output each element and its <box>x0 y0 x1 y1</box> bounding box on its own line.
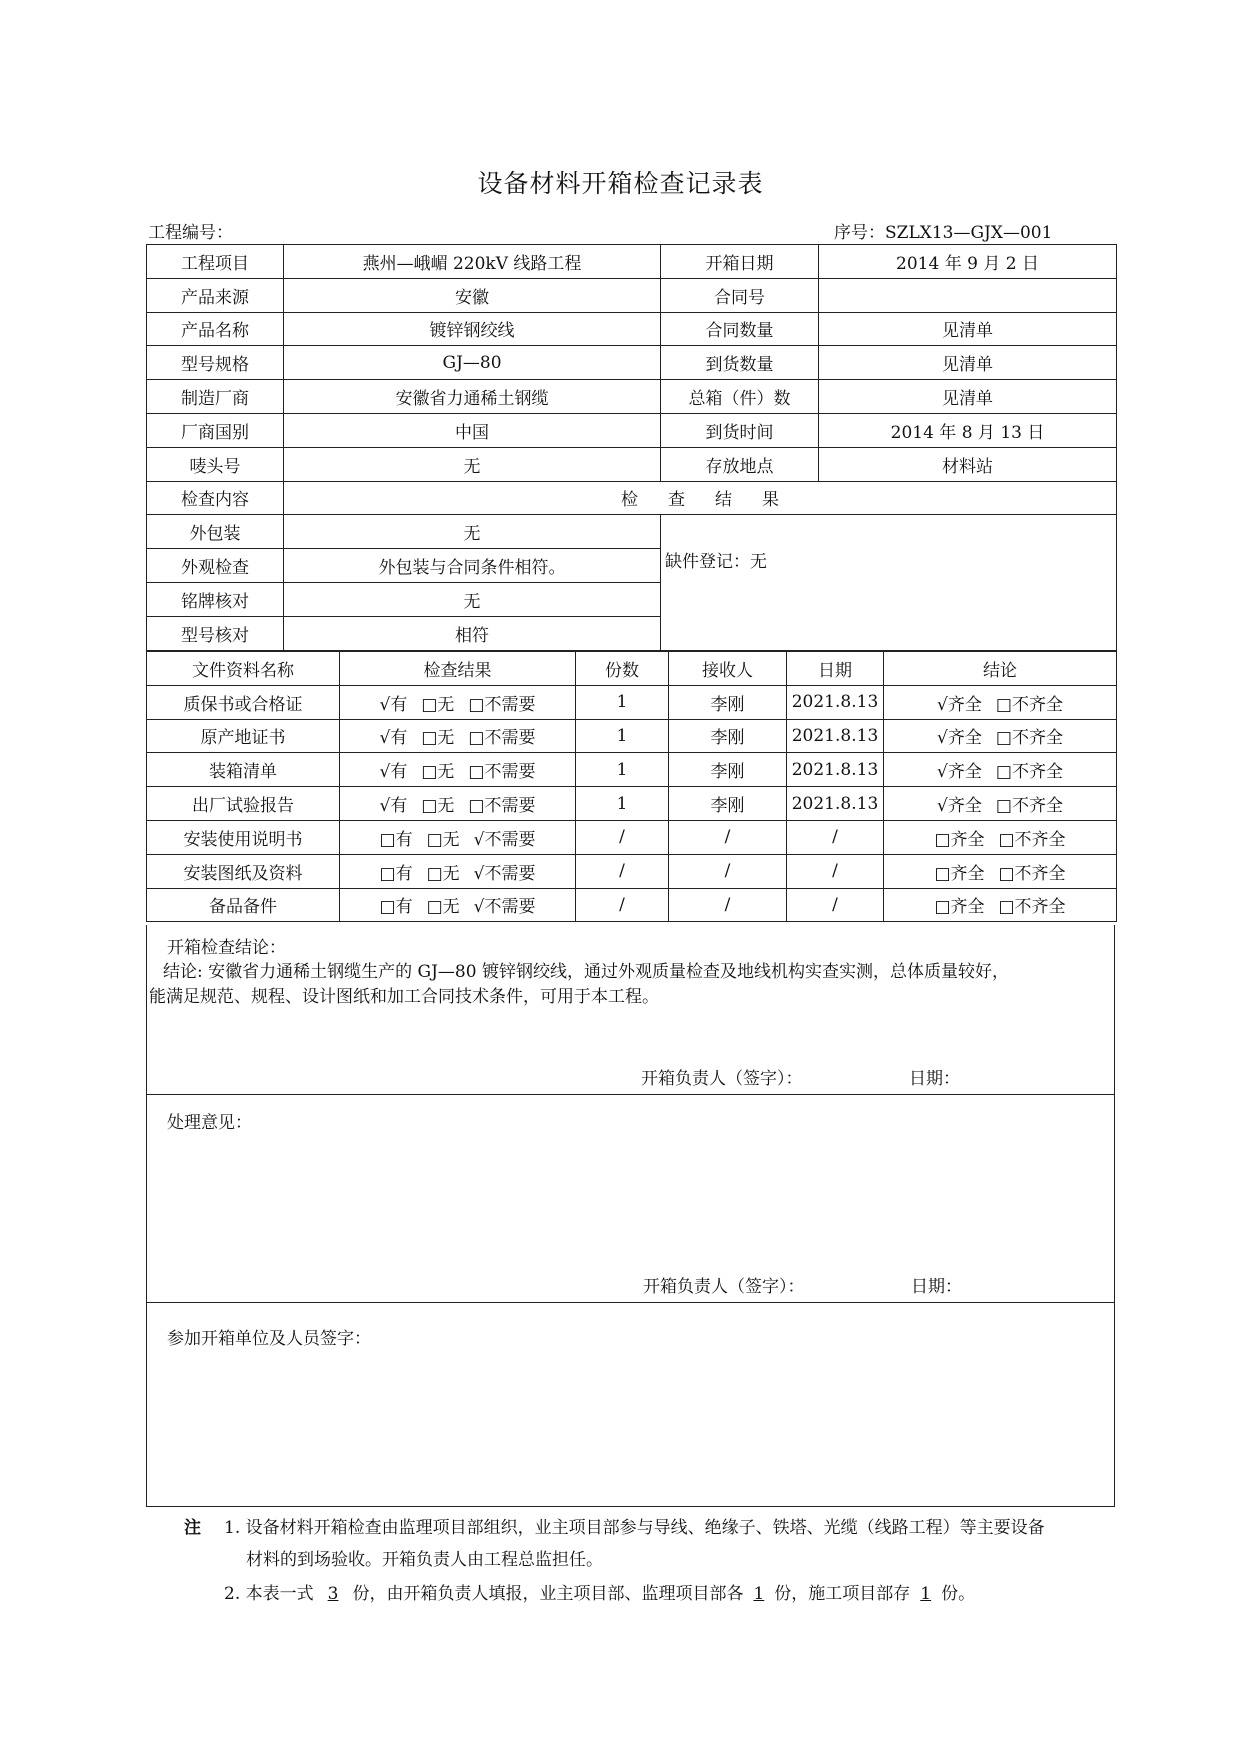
copies-count: / <box>576 854 669 888</box>
missing-items-text: 缺件登记：无 <box>665 552 767 573</box>
missing-items-cell <box>661 515 1117 650</box>
project-number-label: 工程编号： <box>148 223 233 243</box>
option-incomplete: □不齐全 <box>995 796 1063 817</box>
option-complete: √齐全 <box>937 728 982 749</box>
document-row <box>147 854 1117 888</box>
option-incomplete: □不齐全 <box>998 829 1066 850</box>
opinion-date: 日期： <box>911 1277 962 1297</box>
document-row <box>147 719 1117 753</box>
col-header: 检查结果 <box>340 652 576 686</box>
info-row <box>147 447 1117 481</box>
receiver: / <box>669 854 787 888</box>
option-have: √有 <box>379 762 408 783</box>
notes-mark: 注 <box>184 1518 201 1538</box>
info-label: 产品名称 <box>147 312 284 346</box>
option-complete: □齐全 <box>934 863 985 884</box>
option-incomplete: □不齐全 <box>995 728 1063 749</box>
inspection-label: 外包装 <box>147 515 284 549</box>
document-name: 装箱清单 <box>147 753 340 787</box>
inspection-label: 铭牌核对 <box>147 582 284 616</box>
option-have: √有 <box>379 694 408 715</box>
receiver: / <box>669 820 787 854</box>
option-complete: √齐全 <box>937 694 982 715</box>
copies-count: 1 <box>576 787 669 821</box>
received-date: / <box>787 854 884 888</box>
option-complete: √齐全 <box>937 762 982 783</box>
documents-header-row <box>147 652 1117 686</box>
conclusion-options <box>884 820 1117 854</box>
inspection-content-label: 检查内容 <box>147 481 284 515</box>
option-not-needed: □不需要 <box>468 796 536 817</box>
info-label: 工程项目 <box>147 245 284 279</box>
received-date: 2021.8.13 <box>787 719 884 753</box>
info-label: 唛头号 <box>147 447 284 481</box>
option-incomplete: □不齐全 <box>995 762 1063 783</box>
conclusion-options <box>884 719 1117 753</box>
option-none: □无 <box>426 829 460 850</box>
info-value: 见清单 <box>819 312 1117 346</box>
info-label: 合同号 <box>661 278 819 312</box>
notes <box>180 1512 1130 1610</box>
info-row <box>147 380 1117 414</box>
info-label: 厂商国别 <box>147 413 284 447</box>
copies-count: / <box>576 888 669 922</box>
info-row <box>147 312 1117 346</box>
inspection-value: 外包装与合同条件相符。 <box>284 549 661 583</box>
inspection-row <box>147 515 1117 549</box>
received-date: 2021.8.13 <box>787 787 884 821</box>
option-have: □有 <box>379 863 413 884</box>
document-name: 备品备件 <box>147 888 340 922</box>
check-result <box>340 685 576 719</box>
col-header: 日期 <box>787 652 884 686</box>
option-not-needed: □不需要 <box>468 762 536 783</box>
info-value <box>819 278 1117 312</box>
check-result <box>340 820 576 854</box>
info-label: 存放地点 <box>661 447 819 481</box>
document-row <box>147 820 1117 854</box>
copies-count: / <box>576 820 669 854</box>
document-row <box>147 753 1117 787</box>
document-name: 出厂试验报告 <box>147 787 340 821</box>
info-value: 2014 年 9 月 2 日 <box>819 245 1117 279</box>
inspection-label: 型号核对 <box>147 616 284 650</box>
inspection-value: 无 <box>284 515 661 549</box>
option-not-needed: √不需要 <box>473 829 536 850</box>
col-header: 份数 <box>576 652 669 686</box>
info-value: 材料站 <box>819 447 1117 481</box>
conclusion-options <box>884 787 1117 821</box>
option-have: √有 <box>379 728 408 749</box>
info-row <box>147 245 1117 279</box>
info-row <box>147 278 1117 312</box>
document-name: 安装使用说明书 <box>147 820 340 854</box>
document-row <box>147 888 1117 922</box>
info-value: 安徽 <box>284 278 661 312</box>
check-result <box>340 753 576 787</box>
info-label: 到货时间 <box>661 413 819 447</box>
info-label: 开箱日期 <box>661 245 819 279</box>
option-none: □无 <box>426 897 460 918</box>
conclusion-options <box>884 888 1117 922</box>
option-none: □无 <box>421 728 455 749</box>
inspection-value: 无 <box>284 582 661 616</box>
col-header: 接收人 <box>669 652 787 686</box>
info-value: GJ—80 <box>284 346 661 380</box>
info-row <box>147 413 1117 447</box>
info-value: 中国 <box>284 413 661 447</box>
info-value: 见清单 <box>819 346 1117 380</box>
info-label: 制造厂商 <box>147 380 284 414</box>
check-result <box>340 854 576 888</box>
received-date: 2021.8.13 <box>787 753 884 787</box>
info-label: 产品来源 <box>147 278 284 312</box>
copies-count: 1 <box>576 719 669 753</box>
check-result <box>340 719 576 753</box>
receiver: 李刚 <box>669 787 787 821</box>
check-result <box>340 888 576 922</box>
note-2: 2. 本表一式 3 份，由开箱负责人填报，业主项目部、监理项目部各 1 份，施工项目部存 1 份。 <box>224 1584 976 1604</box>
option-not-needed: □不需要 <box>468 728 536 749</box>
info-value: 镀锌钢绞线 <box>284 312 661 346</box>
opinion-signer: 开箱负责人（签字）： <box>643 1277 805 1297</box>
info-label: 总箱（件）数 <box>661 380 819 414</box>
document-row <box>147 685 1117 719</box>
option-complete: □齐全 <box>934 829 985 850</box>
inspection-header-row <box>147 481 1117 515</box>
conclusion-options <box>884 685 1117 719</box>
option-incomplete: □不齐全 <box>995 694 1063 715</box>
option-none: □无 <box>426 863 460 884</box>
option-complete: √齐全 <box>937 796 982 817</box>
option-not-needed: √不需要 <box>473 897 536 918</box>
opinion-label: 处理意见： <box>167 1113 252 1133</box>
received-date: / <box>787 888 884 922</box>
info-value: 2014 年 8 月 13 日 <box>819 413 1117 447</box>
option-none: □无 <box>421 762 455 783</box>
col-header: 结论 <box>884 652 1117 686</box>
option-have: □有 <box>379 897 413 918</box>
inspection-label: 外观检查 <box>147 549 284 583</box>
conclusion-label: 开箱检查结论： <box>167 938 286 958</box>
note-1-line2: 材料的到场验收。开箱负责人由工程总监担任。 <box>246 1550 603 1570</box>
info-value: 无 <box>284 447 661 481</box>
receiver: 李刚 <box>669 753 787 787</box>
option-not-needed: √不需要 <box>473 863 536 884</box>
document-name: 安装图纸及资料 <box>147 854 340 888</box>
info-row <box>147 346 1117 380</box>
document-name: 原产地证书 <box>147 719 340 753</box>
document-row <box>147 787 1117 821</box>
opinion-section <box>146 1094 1115 1303</box>
inspection-result-header: 检 查 结 果 <box>284 481 1117 515</box>
info-value: 燕州—峨嵋 220kV 线路工程 <box>284 245 661 279</box>
conclusion-signer: 开箱负责人（签字）： <box>641 1069 803 1089</box>
option-complete: □齐全 <box>934 897 985 918</box>
receiver: / <box>669 888 787 922</box>
note-1 <box>180 1512 1130 1610</box>
option-none: □无 <box>421 796 455 817</box>
col-header: 文件资料名称 <box>147 652 340 686</box>
serial-number: 序号：SZLX13—GJX—001 <box>834 223 1053 243</box>
conclusion-text-line2: 能满足规范、规程、设计图纸和加工合同技术条件，可用于本工程。 <box>149 987 659 1007</box>
participants-label: 参加开箱单位及人员签字： <box>167 1329 371 1349</box>
info-value: 安徽省力通稀土钢缆 <box>284 380 661 414</box>
documents-table <box>146 651 1117 922</box>
copies-count: 1 <box>576 753 669 787</box>
info-label: 型号规格 <box>147 346 284 380</box>
note-1-line1: 1. 设备材料开箱检查由监理项目部组织，业主项目部参与导线、绝缘子、铁塔、光缆（线路工程）等主要设备 <box>224 1518 1045 1538</box>
option-not-needed: □不需要 <box>468 694 536 715</box>
option-have: √有 <box>379 796 408 817</box>
received-date: / <box>787 820 884 854</box>
option-none: □无 <box>421 694 455 715</box>
copies-count: 1 <box>576 685 669 719</box>
check-result <box>340 787 576 821</box>
conclusion-date: 日期： <box>909 1069 960 1089</box>
option-incomplete: □不齐全 <box>998 897 1066 918</box>
conclusion-options <box>884 854 1117 888</box>
info-value: 见清单 <box>819 380 1117 414</box>
info-table <box>146 244 1117 651</box>
conclusion-section <box>146 925 1115 1095</box>
received-date: 2021.8.13 <box>787 685 884 719</box>
info-label: 到货数量 <box>661 346 819 380</box>
receiver: 李刚 <box>669 685 787 719</box>
conclusion-options <box>884 753 1117 787</box>
info-label: 合同数量 <box>661 312 819 346</box>
page-title: 设备材料开箱检查记录表 <box>477 169 764 198</box>
inspection-value: 相符 <box>284 616 661 650</box>
document-name: 质保书或合格证 <box>147 685 340 719</box>
receiver: 李刚 <box>669 719 787 753</box>
participants-section <box>146 1302 1115 1507</box>
conclusion-text-line1: 结论: 安徽省力通稀土钢缆生产的 GJ—80 镀锌钢绞线，通过外观质量检查及地线机构实查实测，总体质量较好， <box>163 962 1009 982</box>
option-have: □有 <box>379 829 413 850</box>
option-incomplete: □不齐全 <box>998 863 1066 884</box>
